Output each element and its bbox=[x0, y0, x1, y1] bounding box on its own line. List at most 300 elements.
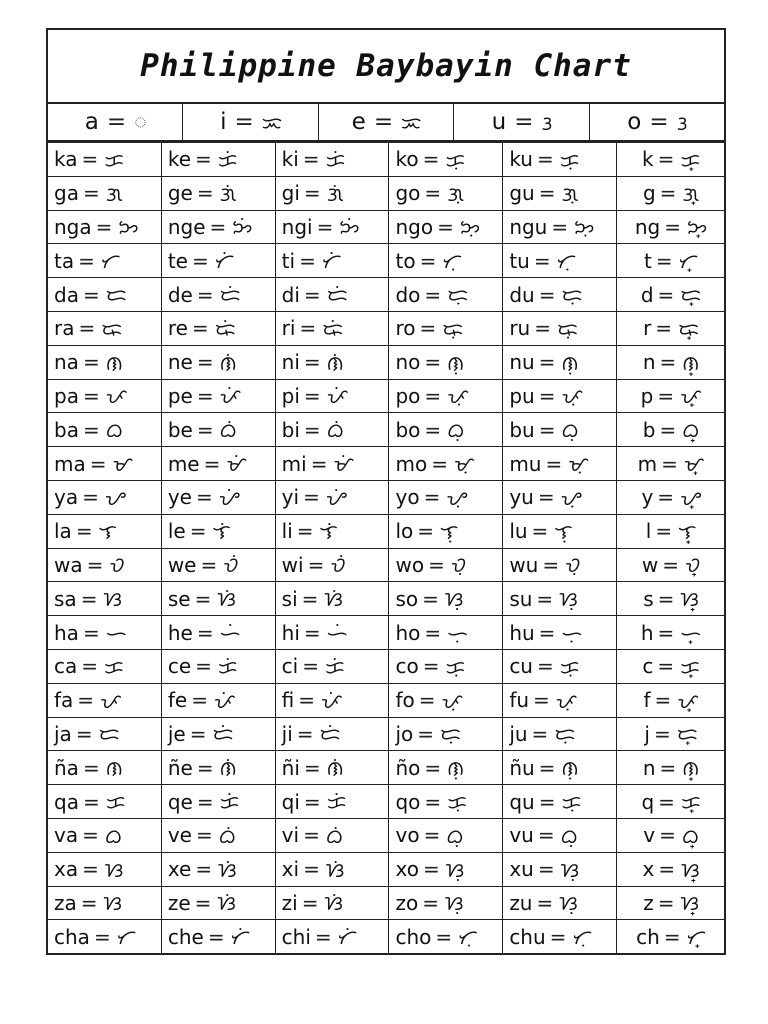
equals-sign: = bbox=[422, 654, 440, 679]
syllable-cell bbox=[48, 211, 162, 244]
latin-label: ko bbox=[395, 147, 419, 172]
latin-label: pu bbox=[509, 383, 535, 408]
equals-sign: = bbox=[658, 789, 675, 814]
equals-sign: = bbox=[303, 181, 321, 206]
latin-label: ro bbox=[395, 316, 416, 341]
baybayin-glyph: ᜄᜓ bbox=[561, 181, 578, 206]
latin-label: ju bbox=[509, 721, 528, 746]
baybayin-glyph: ᜉᜓ bbox=[555, 688, 577, 713]
baybayin-glyph: ᜌᜓ bbox=[560, 485, 581, 510]
equals-sign: = bbox=[303, 417, 321, 442]
baybayin-glyph: ᜉᜓ bbox=[561, 384, 582, 409]
syllable-row bbox=[48, 919, 724, 953]
syllable-cell bbox=[503, 211, 617, 244]
syllable-cell bbox=[48, 481, 162, 514]
latin-label: fe bbox=[167, 688, 188, 713]
syllable-cell bbox=[48, 413, 162, 446]
baybayin-glyph: ᜃ bbox=[104, 147, 123, 172]
equals-sign: = bbox=[531, 519, 549, 544]
syllable-cell bbox=[503, 413, 617, 446]
equals-sign: = bbox=[303, 383, 321, 408]
latin-label: du bbox=[509, 282, 535, 307]
latin-label: ga bbox=[54, 181, 79, 206]
latin-label: ne bbox=[167, 350, 193, 375]
syllable-cell bbox=[276, 380, 390, 413]
baybayin-glyph: ᜆᜓ bbox=[572, 925, 591, 950]
baybayin-glyph: ᜉᜒ bbox=[213, 688, 235, 713]
equals-sign: = bbox=[545, 451, 563, 476]
equals-sign: = bbox=[536, 147, 554, 172]
latin-label: gu bbox=[509, 181, 535, 206]
syllable-cell bbox=[276, 920, 390, 953]
syllable-cell bbox=[162, 346, 276, 379]
latin-label: ye bbox=[167, 485, 192, 510]
vowel-row bbox=[46, 104, 726, 142]
equals-sign: = bbox=[533, 688, 550, 713]
syllable-row bbox=[48, 311, 724, 345]
vowel-cell bbox=[319, 104, 454, 140]
syllable-row bbox=[48, 480, 724, 514]
syllable-cell bbox=[617, 312, 724, 345]
syllable-cell bbox=[389, 143, 503, 176]
syllable-row bbox=[48, 412, 724, 446]
equals-sign: = bbox=[196, 417, 214, 442]
baybayin-glyph: ᜁ bbox=[401, 110, 421, 135]
latin-label: zi bbox=[281, 890, 298, 915]
latin-label: no bbox=[395, 350, 421, 375]
equals-sign: = bbox=[82, 620, 100, 645]
syllable-cell bbox=[162, 616, 276, 649]
equals-sign: = bbox=[82, 789, 100, 814]
latin-label: ho bbox=[395, 620, 421, 645]
syllable-cell bbox=[503, 785, 617, 818]
syllable-cell bbox=[503, 582, 617, 615]
latin-label: xu bbox=[509, 857, 534, 882]
equals-sign: = bbox=[424, 383, 442, 408]
syllable-cell bbox=[48, 515, 162, 548]
syllable-cell bbox=[276, 853, 390, 886]
equals-sign: = bbox=[534, 316, 551, 341]
latin-label: w bbox=[641, 552, 659, 577]
syllable-cell bbox=[389, 380, 503, 413]
syllable-row bbox=[48, 649, 724, 683]
equals-sign: = bbox=[195, 147, 212, 172]
syllable-cell bbox=[276, 751, 390, 784]
latin-label: m bbox=[637, 451, 658, 476]
latin-label: qa bbox=[54, 789, 79, 814]
equals-sign: = bbox=[303, 485, 320, 510]
syllable-row bbox=[48, 210, 724, 244]
latin-label: wo bbox=[395, 552, 425, 577]
baybayin-glyph: ᜊᜓ bbox=[446, 823, 463, 848]
baybayin-glyph: ᜐᜒ bbox=[324, 587, 342, 612]
equals-sign: = bbox=[538, 755, 556, 780]
latin-label: h bbox=[640, 620, 654, 645]
baybayin-glyph: ᜊᜓ bbox=[561, 418, 578, 443]
equals-sign: = bbox=[303, 857, 320, 882]
baybayin-glyph: ᜐᜒ bbox=[217, 891, 235, 916]
latin-label: tu bbox=[509, 248, 530, 273]
syllable-cell bbox=[276, 143, 390, 176]
baybayin-glyph: ᜎᜓ bbox=[440, 519, 458, 544]
baybayin-glyph: ᜍ bbox=[101, 316, 122, 341]
baybayin-glyph: ᜈ bbox=[105, 350, 122, 375]
equals-sign: = bbox=[296, 519, 314, 544]
baybayin-glyph: ᜉ᜔ bbox=[680, 384, 701, 409]
equals-sign: = bbox=[196, 350, 214, 375]
syllable-cell bbox=[503, 481, 617, 514]
baybayin-glyph: ᜉᜓ bbox=[447, 384, 468, 409]
syllable-cell bbox=[48, 785, 162, 818]
equals-sign: = bbox=[538, 282, 556, 307]
latin-label: me bbox=[167, 451, 200, 476]
syllable-cell bbox=[48, 819, 162, 852]
equals-sign: = bbox=[655, 519, 673, 544]
equals-sign: = bbox=[196, 282, 214, 307]
syllable-cell bbox=[617, 380, 724, 413]
latin-label: ha bbox=[54, 620, 79, 645]
syllable-cell bbox=[503, 312, 617, 345]
equals-sign: = bbox=[194, 586, 212, 611]
baybayin-glyph: ᜂ bbox=[541, 110, 552, 135]
equals-sign: = bbox=[649, 109, 669, 135]
baybayin-glyph: ᜑ᜔ bbox=[680, 621, 701, 646]
syllable-cell bbox=[389, 346, 503, 379]
latin-label: ca bbox=[54, 654, 78, 679]
syllable-cell bbox=[389, 684, 503, 717]
baybayin-glyph: ᜅᜒ bbox=[339, 215, 359, 240]
latin-label: i bbox=[220, 109, 227, 135]
baybayin-glyph: ᜐ᜔ bbox=[680, 587, 698, 612]
baybayin-glyph: ᜊ᜔ bbox=[682, 418, 699, 443]
syllable-cell bbox=[276, 312, 390, 345]
latin-label: ngu bbox=[509, 214, 548, 239]
syllable-cell bbox=[162, 177, 276, 210]
baybayin-glyph: ᜆᜒ bbox=[230, 925, 250, 950]
baybayin-glyph: ᜃᜒ bbox=[219, 790, 239, 815]
latin-label: to bbox=[395, 248, 416, 273]
latin-label: ge bbox=[167, 181, 193, 206]
latin-label: nga bbox=[54, 214, 92, 239]
baybayin-glyph: ᜏ᜔ bbox=[685, 553, 700, 578]
equals-sign: = bbox=[86, 552, 104, 577]
baybayin-glyph: ᜆ bbox=[100, 249, 120, 274]
syllable-row bbox=[48, 514, 724, 548]
syllable-cell bbox=[48, 312, 162, 345]
baybayin-glyph: ᜐᜓ bbox=[559, 587, 577, 612]
latin-label: ngo bbox=[395, 214, 434, 239]
equals-sign: = bbox=[106, 109, 127, 135]
baybayin-glyph: ᜃᜒ bbox=[324, 654, 344, 679]
latin-label: ri bbox=[281, 316, 296, 341]
syllable-cell bbox=[503, 616, 617, 649]
equals-sign: = bbox=[303, 823, 320, 848]
latin-label: de bbox=[167, 282, 193, 307]
syllable-cell bbox=[617, 447, 724, 480]
baybayin-glyph: ᜐ bbox=[103, 587, 121, 612]
latin-label: n bbox=[642, 350, 656, 375]
equals-sign: = bbox=[657, 282, 675, 307]
equals-sign: = bbox=[82, 350, 100, 375]
equals-sign: = bbox=[423, 485, 441, 510]
latin-label: d bbox=[640, 282, 654, 307]
latin-label: x bbox=[642, 857, 655, 882]
latin-label: chu bbox=[509, 924, 546, 949]
syllable-cell bbox=[389, 920, 503, 953]
baybayin-glyph: ᜐ bbox=[103, 891, 121, 916]
baybayin-glyph: ᜁ bbox=[261, 110, 282, 135]
baybayin-glyph: ᜆᜒ bbox=[337, 925, 357, 950]
equals-sign: = bbox=[536, 890, 554, 915]
syllable-cell bbox=[503, 920, 617, 953]
latin-label: jo bbox=[395, 721, 414, 746]
latin-label: ci bbox=[281, 654, 299, 679]
baybayin-glyph: ᜃ bbox=[105, 790, 125, 815]
equals-sign: = bbox=[80, 890, 98, 915]
baybayin-glyph: ᜇᜒ bbox=[219, 283, 240, 308]
baybayin-glyph: ᜃᜓ bbox=[447, 790, 466, 815]
latin-label: pe bbox=[167, 383, 193, 408]
syllable-cell bbox=[389, 481, 503, 514]
baybayin-glyph: ᜍᜓ bbox=[556, 316, 577, 341]
syllable-cell bbox=[276, 549, 390, 582]
syllable-cell bbox=[617, 143, 724, 176]
syllable-cell bbox=[162, 887, 276, 920]
latin-label: che bbox=[167, 924, 204, 949]
baybayin-glyph: ᜅ bbox=[118, 215, 138, 240]
syllable-cell bbox=[162, 211, 276, 244]
syllable-cell bbox=[503, 278, 617, 311]
syllable-cell bbox=[389, 211, 503, 244]
syllable-cell bbox=[389, 244, 503, 277]
equals-sign: = bbox=[538, 350, 556, 375]
equals-sign: = bbox=[538, 181, 556, 206]
baybayin-glyph: ᜆᜓ bbox=[458, 925, 477, 950]
latin-label: ng bbox=[634, 214, 661, 239]
latin-label: ja bbox=[54, 721, 72, 746]
syllable-grid bbox=[46, 142, 726, 955]
syllable-cell bbox=[48, 380, 162, 413]
syllable-row bbox=[48, 784, 724, 818]
syllable-cell bbox=[503, 177, 617, 210]
baybayin-glyph: ᜈᜒ bbox=[326, 756, 343, 781]
equals-sign: = bbox=[78, 316, 96, 341]
equals-sign: = bbox=[538, 789, 556, 814]
latin-label: ch bbox=[636, 924, 660, 949]
syllable-cell bbox=[276, 650, 390, 683]
baybayin-glyph: ᜏ bbox=[109, 553, 124, 578]
baybayin-glyph: ᜈᜒ bbox=[219, 756, 236, 781]
latin-label: ve bbox=[167, 823, 192, 848]
equals-sign: = bbox=[191, 316, 209, 341]
latin-label: va bbox=[54, 823, 79, 848]
equals-sign: = bbox=[422, 857, 440, 882]
syllable-cell bbox=[48, 549, 162, 582]
equals-sign: = bbox=[417, 721, 435, 746]
equals-sign: = bbox=[77, 688, 95, 713]
equals-sign: = bbox=[659, 350, 677, 375]
syllable-cell bbox=[389, 650, 503, 683]
baybayin-glyph: ᜅᜒ bbox=[232, 215, 252, 240]
syllable-cell bbox=[276, 887, 390, 920]
equals-sign: = bbox=[424, 181, 442, 206]
equals-sign: = bbox=[657, 147, 675, 172]
syllable-cell bbox=[617, 413, 724, 446]
latin-label: mu bbox=[509, 451, 542, 476]
baybayin-glyph: ᜍᜓ bbox=[442, 316, 463, 341]
equals-sign: = bbox=[551, 214, 569, 239]
syllable-cell bbox=[276, 346, 390, 379]
baybayin-glyph: ᜊ bbox=[104, 823, 121, 848]
syllable-cell bbox=[389, 515, 503, 548]
latin-label: se bbox=[167, 586, 191, 611]
latin-label: zo bbox=[395, 890, 419, 915]
syllable-cell bbox=[389, 819, 503, 852]
syllable-cell bbox=[162, 582, 276, 615]
equals-sign: = bbox=[657, 620, 675, 645]
latin-label: ñe bbox=[167, 755, 193, 780]
latin-label: qi bbox=[281, 789, 300, 814]
equals-sign: = bbox=[82, 282, 100, 307]
baybayin-glyph: ᜉ bbox=[100, 688, 121, 713]
equals-sign: = bbox=[302, 147, 320, 172]
syllable-cell bbox=[389, 853, 503, 886]
equals-sign: = bbox=[431, 451, 448, 476]
syllable-cell bbox=[389, 785, 503, 818]
equals-sign: = bbox=[82, 181, 100, 206]
equals-sign: = bbox=[537, 485, 555, 510]
syllable-cell bbox=[48, 718, 162, 751]
equals-sign: = bbox=[234, 109, 254, 135]
syllable-cell bbox=[617, 211, 724, 244]
baybayin-glyph: ᜏᜓ bbox=[565, 553, 580, 578]
syllable-cell bbox=[617, 481, 724, 514]
syllable-cell bbox=[48, 650, 162, 683]
equals-sign: = bbox=[195, 823, 213, 848]
latin-label: xe bbox=[167, 857, 192, 882]
baybayin-glyph: ᜐᜓ bbox=[559, 891, 577, 916]
equals-sign: = bbox=[538, 620, 556, 645]
baybayin-glyph: ᜊᜒ bbox=[326, 418, 343, 443]
syllable-cell bbox=[617, 684, 724, 717]
equals-sign: = bbox=[657, 890, 675, 915]
title-box bbox=[46, 28, 726, 104]
equals-sign: = bbox=[82, 383, 100, 408]
equals-sign: = bbox=[80, 586, 98, 611]
syllable-cell bbox=[617, 819, 724, 852]
syllable-cell bbox=[162, 413, 276, 446]
baybayin-glyph: ᜇᜓ bbox=[440, 722, 461, 747]
latin-label: go bbox=[395, 181, 421, 206]
syllable-row bbox=[48, 886, 724, 920]
vowel-cell bbox=[48, 104, 183, 140]
equals-sign: = bbox=[373, 109, 394, 135]
latin-label: le bbox=[167, 519, 186, 544]
equals-sign: = bbox=[655, 248, 673, 273]
syllable-cell bbox=[276, 515, 390, 548]
syllable-cell bbox=[276, 211, 390, 244]
baybayin-glyph: ᜊᜒ bbox=[218, 823, 235, 848]
equals-sign: = bbox=[422, 586, 439, 611]
syllable-cell bbox=[48, 887, 162, 920]
latin-label: pi bbox=[281, 383, 300, 408]
latin-label: lo bbox=[395, 519, 414, 544]
latin-label: xo bbox=[395, 857, 419, 882]
syllable-cell bbox=[617, 853, 724, 886]
equals-sign: = bbox=[424, 620, 442, 645]
syllable-cell bbox=[162, 684, 276, 717]
vowel-cell bbox=[590, 104, 724, 140]
baybayin-glyph: ᜉᜓ bbox=[441, 688, 462, 713]
baybayin-glyph: ᜌ᜔ bbox=[680, 485, 700, 510]
equals-sign: = bbox=[196, 755, 214, 780]
equals-sign: = bbox=[81, 654, 99, 679]
latin-label: s bbox=[643, 586, 654, 611]
baybayin-glyph: ᜇ bbox=[105, 283, 126, 308]
equals-sign: = bbox=[75, 721, 93, 746]
baybayin-glyph: ᜐ᜔ bbox=[681, 857, 699, 882]
latin-label: ze bbox=[167, 890, 191, 915]
equals-sign: = bbox=[307, 552, 325, 577]
latin-label: ba bbox=[54, 417, 79, 442]
baybayin-glyph: ᜇ᜔ bbox=[680, 283, 701, 308]
latin-label: ña bbox=[54, 755, 79, 780]
baybayin-glyph: ᜐᜓ bbox=[560, 857, 579, 882]
syllable-cell bbox=[276, 718, 390, 751]
baybayin-glyph: ᜆᜓ bbox=[556, 249, 576, 274]
baybayin-glyph: ᜃ bbox=[104, 654, 123, 679]
equals-sign: = bbox=[533, 248, 551, 273]
baybayin-glyph: ᜉ bbox=[105, 384, 127, 409]
equals-sign: = bbox=[537, 857, 555, 882]
syllable-cell bbox=[162, 312, 276, 345]
syllable-row bbox=[48, 548, 724, 582]
latin-label: so bbox=[395, 586, 419, 611]
equals-sign: = bbox=[301, 586, 319, 611]
baybayin-glyph: ᜉᜒ bbox=[326, 384, 348, 409]
equals-sign: = bbox=[299, 248, 316, 273]
baybayin-glyph: ᜃ᜔ bbox=[680, 147, 700, 172]
syllable-cell bbox=[48, 346, 162, 379]
equals-sign: = bbox=[663, 924, 681, 949]
baybayin-glyph: ᜅ᜔ bbox=[687, 215, 707, 240]
syllable-cell bbox=[162, 785, 276, 818]
equals-sign: = bbox=[417, 519, 435, 544]
baybayin-glyph: ᜈᜓ bbox=[561, 756, 578, 781]
latin-label: we bbox=[167, 552, 197, 577]
latin-label: v bbox=[643, 823, 656, 848]
equals-sign: = bbox=[531, 721, 549, 746]
baybayin-glyph: ᜄᜒ bbox=[326, 181, 343, 206]
latin-label: yi bbox=[281, 485, 300, 510]
latin-label: da bbox=[54, 282, 79, 307]
syllable-cell bbox=[389, 447, 503, 480]
syllable-cell bbox=[48, 920, 162, 953]
equals-sign: = bbox=[200, 552, 218, 577]
baybayin-glyph: ᜐᜒ bbox=[217, 587, 235, 612]
baybayin-glyph: ᜃᜓ bbox=[559, 654, 579, 679]
equals-sign: = bbox=[659, 823, 676, 848]
latin-label: hi bbox=[281, 620, 300, 645]
latin-label: k bbox=[642, 147, 654, 172]
equals-sign: = bbox=[191, 248, 209, 273]
equals-sign: = bbox=[209, 214, 227, 239]
syllable-cell bbox=[617, 718, 724, 751]
baybayin-glyph: ᜅᜓ bbox=[459, 215, 480, 240]
baybayin-glyph: ᜇᜒ bbox=[326, 283, 347, 308]
baybayin-glyph: ᜑ bbox=[105, 621, 126, 646]
syllable-cell bbox=[276, 616, 390, 649]
